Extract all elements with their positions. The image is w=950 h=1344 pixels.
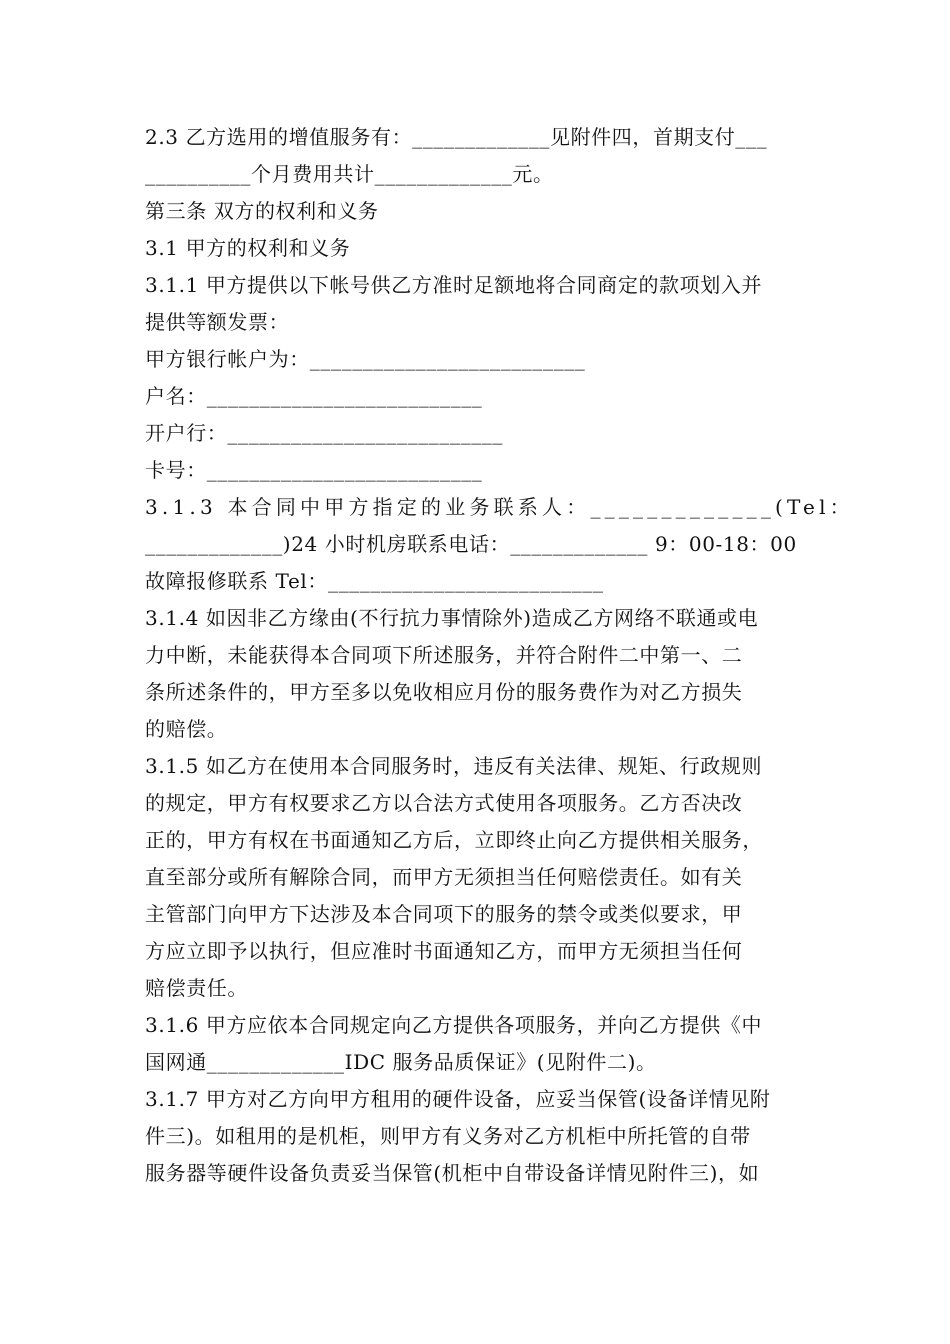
text-line: 直至部分或所有解除合同，而甲方无须担当任何赔偿责任。如有关 <box>145 865 743 889</box>
text-line: 3.1.5 如乙方在使用本合同服务时，违反有关法律、规矩、行政规则 <box>145 754 763 778</box>
text-line: 方应立即予以执行，但应准时书面通知乙方，而甲方无须担当任何 <box>145 939 743 963</box>
text-line: 赔偿责任。 <box>145 976 248 1000</box>
text-line: 的赔偿。 <box>145 717 228 741</box>
text-line: 件三)。如租用的是机柜，则甲方有义务对乙方机柜中所托管的自带 <box>145 1124 751 1148</box>
text-line: 正的，甲方有权在书面通知乙方后，立即终止向乙方提供相关服务， <box>145 828 763 852</box>
bank-account-line: 甲方银行帐户为：__________________________ <box>145 347 586 371</box>
repair-contact-line: 故障报修联系 Tel：__________________________ <box>145 569 604 593</box>
bank-branch-line: 开户行：__________________________ <box>145 421 503 445</box>
text-line: 主管部门向甲方下达涉及本合同项下的服务的禁令或类似要求，甲 <box>145 902 743 926</box>
text-line: 国网通_____________IDC 服务品质保证》(见附件二)。 <box>145 1050 657 1074</box>
account-name-line: 户名：__________________________ <box>145 384 483 408</box>
section-heading: 第三条 双方的权利和义务 <box>145 199 379 223</box>
text-line: 服务器等硬件设备负责妥当保管(机柜中自带设备详情见附件三)，如 <box>145 1161 760 1185</box>
text-line: 3.1.6 甲方应依本合同规定向乙方提供各项服务，并向乙方提供《中 <box>145 1013 763 1037</box>
subsection-heading: 3.1 甲方的权利和义务 <box>145 236 351 260</box>
text-line: 提供等额发票： <box>145 310 290 334</box>
text-line: 3.1.4 如因非乙方缘由(不行抗力事情除外)造成乙方网络不联通或电 <box>145 606 759 630</box>
card-number-line: 卡号：__________________________ <box>145 458 483 482</box>
text-line: 的规定，甲方有权要求乙方以合法方式使用各项服务。乙方否决改 <box>145 791 743 815</box>
text-line: 2.3 乙方选用的增值服务有：_____________见附件四，首期支付___ <box>145 125 768 149</box>
contact-person-line: 3.1.3 本合同中甲方指定的业务联系人：_____________(Tel： <box>145 495 854 519</box>
text-line: __________个月费用共计_____________元。 <box>145 162 554 186</box>
text-line: 3.1.1 甲方提供以下帐号供乙方准时足额地将合同商定的款项划入并 <box>145 273 763 297</box>
text-line: 力中断，未能获得本合同项下所述服务，并符合附件二中第一、二 <box>145 643 743 667</box>
machine-room-phone-line: _____________)24 小时机房联系电话：_____________ 9：00-18：00 <box>145 532 797 556</box>
text-line: 3.1.7 甲方对乙方向甲方租用的硬件设备，应妥当保管(设备详情见附 <box>145 1087 771 1111</box>
text-line: 条所述条件的，甲方至多以免收相应月份的服务费作为对乙方损失 <box>145 680 743 704</box>
